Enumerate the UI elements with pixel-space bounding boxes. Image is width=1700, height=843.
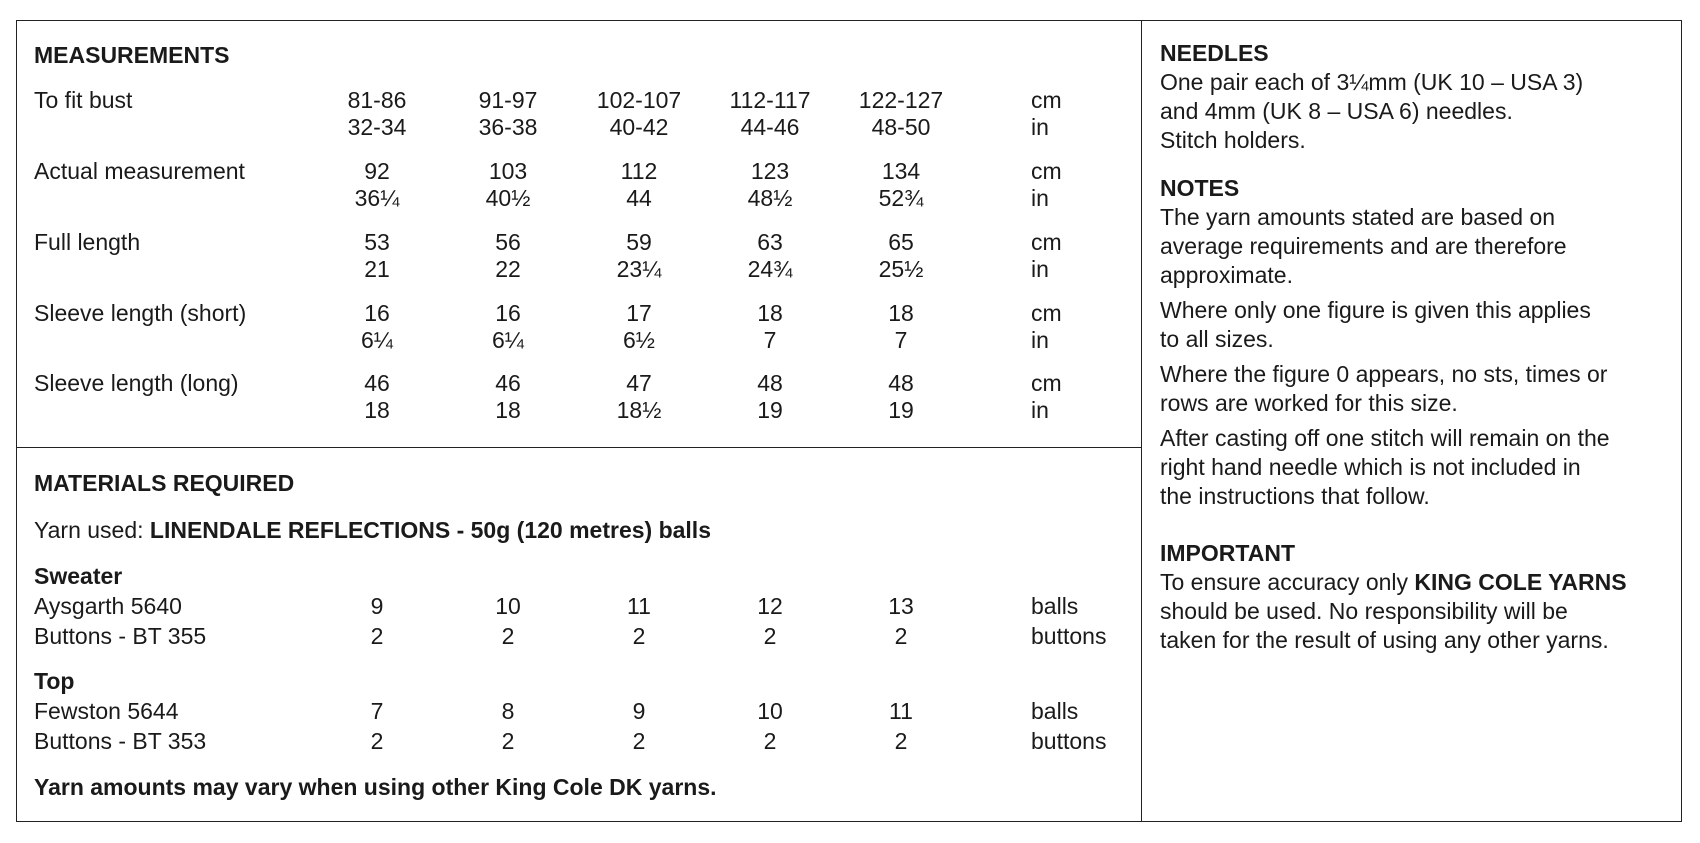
measurement-in-value: 40½ xyxy=(485,185,531,211)
material-quantity: 2 xyxy=(501,623,515,649)
notes-line: The yarn amounts stated are based on xyxy=(1160,204,1556,230)
important-line xyxy=(1160,568,1680,597)
material-unit: buttons xyxy=(1031,728,1107,754)
notes-line: rows are worked for this size. xyxy=(1160,390,1458,416)
measurement-cm-value: 46 xyxy=(364,370,390,396)
measurement-cm-value: 47 xyxy=(626,370,652,396)
material-quantity: 2 xyxy=(501,728,515,754)
measurement-in-value: 48-50 xyxy=(871,114,931,140)
material-quantity: 8 xyxy=(501,698,515,724)
column-divider xyxy=(1141,20,1142,822)
measurement-in-value: 24¾ xyxy=(747,256,793,282)
yarn-name: LINENDALE REFLECTIONS - 50g (120 metres) balls xyxy=(149,517,711,543)
measurement-in-value: 44-46 xyxy=(740,114,800,140)
measurement-cm-value: 92 xyxy=(364,158,390,184)
important-prefix: To ensure accuracy only xyxy=(1160,569,1415,595)
material-unit: balls xyxy=(1031,698,1079,724)
notes-line: to all sizes. xyxy=(1160,326,1274,352)
unit-cm: cm xyxy=(1031,87,1062,113)
measurement-cm-value: 65 xyxy=(888,229,914,255)
measurement-label: Full length xyxy=(34,229,141,255)
measurement-in-value: 7 xyxy=(894,327,908,353)
brand-name: KING COLE YARNS xyxy=(1414,569,1627,595)
notes-line: right hand needle which is not included in xyxy=(1160,454,1581,480)
notes-paragraph xyxy=(1160,203,1680,290)
measurements-heading: MEASUREMENTS xyxy=(34,42,230,68)
measurement-label: Actual measurement xyxy=(34,158,245,184)
measurement-in-value: 40-42 xyxy=(609,114,669,140)
measurement-cm-value: 91-97 xyxy=(478,87,538,113)
measurement-in-value: 44 xyxy=(626,185,652,211)
important-line: taken for the result of using any other yarns. xyxy=(1160,627,1609,653)
material-item-label: Fewston 5644 xyxy=(34,698,179,724)
unit-in: in xyxy=(1031,114,1049,140)
measurement-cm-value: 18 xyxy=(757,300,783,326)
measurement-label: Sleeve length (long) xyxy=(34,370,239,396)
material-quantity: 2 xyxy=(632,728,646,754)
notes-paragraph xyxy=(1160,424,1680,511)
measurement-in-value: 48½ xyxy=(747,185,793,211)
measurement-in-value: 6¼ xyxy=(361,327,393,353)
notes-line: the instructions that follow. xyxy=(1160,483,1430,509)
measurement-label: To fit bust xyxy=(34,87,133,113)
materials-heading: MATERIALS REQUIRED xyxy=(34,470,295,496)
yarn-used xyxy=(34,517,711,544)
measurement-cm-value: 59 xyxy=(626,229,652,255)
material-quantity: 2 xyxy=(632,623,646,649)
material-quantity: 2 xyxy=(894,623,908,649)
measurement-cm-value: 112-117 xyxy=(729,87,811,113)
notes-line: Where only one figure is given this applies xyxy=(1160,297,1591,323)
material-quantity: 10 xyxy=(495,593,521,619)
measurement-cm-value: 17 xyxy=(626,300,652,326)
measurement-cm-value: 16 xyxy=(495,300,521,326)
material-quantity: 12 xyxy=(757,593,783,619)
measurement-cm-value: 102-107 xyxy=(596,87,682,113)
yarn-used-prefix: Yarn used: xyxy=(34,517,150,543)
measurement-in-value: 23¼ xyxy=(616,256,662,282)
needles-line: One pair each of 3¼mm (UK 10 – USA 3) xyxy=(1160,69,1584,95)
needles-line: Stitch holders. xyxy=(1160,127,1306,153)
measurement-in-value: 19 xyxy=(888,397,914,423)
measurement-in-value: 52¾ xyxy=(878,185,924,211)
unit-in: in xyxy=(1031,256,1049,282)
needles-line: and 4mm (UK 8 – USA 6) needles. xyxy=(1160,98,1513,124)
notes-line: average requirements and are therefore xyxy=(1160,233,1567,259)
material-quantity: 9 xyxy=(632,698,646,724)
measurement-in-value: 25½ xyxy=(878,256,924,282)
measurement-cm-value: 56 xyxy=(495,229,521,255)
yarn-footnote: Yarn amounts may vary when using other King Cole DK yarns. xyxy=(34,774,717,800)
material-unit: balls xyxy=(1031,593,1079,619)
material-quantity: 11 xyxy=(889,698,913,724)
measurement-cm-value: 46 xyxy=(495,370,521,396)
measurement-cm-value: 122-127 xyxy=(858,87,944,113)
measurement-in-value: 18 xyxy=(495,397,521,423)
material-item-label: Buttons - BT 353 xyxy=(34,728,207,754)
material-item-label: Buttons - BT 355 xyxy=(34,623,207,649)
measurement-cm-value: 81-86 xyxy=(347,87,407,113)
measurement-cm-value: 53 xyxy=(364,229,390,255)
measurement-in-value: 6½ xyxy=(623,327,655,353)
material-quantity: 2 xyxy=(370,623,384,649)
measurement-cm-value: 112 xyxy=(620,158,658,184)
notes-paragraph xyxy=(1160,360,1680,418)
unit-in: in xyxy=(1031,327,1049,353)
material-quantity: 9 xyxy=(370,593,384,619)
measurement-cm-value: 18 xyxy=(888,300,914,326)
unit-in: in xyxy=(1031,397,1049,423)
measurement-cm-value: 48 xyxy=(757,370,783,396)
unit-in: in xyxy=(1031,185,1049,211)
material-unit: buttons xyxy=(1031,623,1107,649)
notes-paragraph xyxy=(1160,296,1680,354)
important-heading: IMPORTANT xyxy=(1160,540,1296,566)
notes-line: After casting off one stitch will remain on the xyxy=(1160,425,1610,451)
measurement-in-value: 21 xyxy=(364,256,390,282)
measurement-label: Sleeve length (short) xyxy=(34,300,247,326)
material-quantity: 10 xyxy=(757,698,783,724)
measurement-in-value: 32-34 xyxy=(347,114,407,140)
important-line: should be used. No responsibility will be xyxy=(1160,598,1568,624)
material-quantity: 2 xyxy=(763,728,777,754)
unit-cm: cm xyxy=(1031,370,1062,396)
material-group-title: Sweater xyxy=(34,563,123,589)
measurement-cm-value: 123 xyxy=(750,158,790,184)
measurement-cm-value: 103 xyxy=(488,158,528,184)
material-quantity: 2 xyxy=(370,728,384,754)
unit-cm: cm xyxy=(1031,158,1062,184)
unit-cm: cm xyxy=(1031,229,1062,255)
needles-heading: NEEDLES xyxy=(1160,40,1269,66)
material-group-title: Top xyxy=(34,668,75,694)
measurement-in-value: 36¼ xyxy=(354,185,400,211)
unit-cm: cm xyxy=(1031,300,1062,326)
section-divider xyxy=(16,447,1142,448)
notes-paragraphs xyxy=(1160,203,1680,511)
needles-section xyxy=(1160,39,1680,155)
important-section xyxy=(1160,539,1680,655)
measurement-in-value: 22 xyxy=(495,256,521,282)
material-item-label: Aysgarth 5640 xyxy=(34,593,182,619)
measurement-cm-value: 48 xyxy=(888,370,914,396)
measurement-in-value: 6¼ xyxy=(492,327,524,353)
material-quantity: 13 xyxy=(888,593,914,619)
material-quantity: 2 xyxy=(763,623,777,649)
measurement-cm-value: 16 xyxy=(364,300,390,326)
material-quantity: 2 xyxy=(894,728,908,754)
notes-line: Where the figure 0 appears, no sts, times or xyxy=(1160,361,1608,387)
measurement-in-value: 36-38 xyxy=(478,114,538,140)
measurement-in-value: 7 xyxy=(763,327,777,353)
material-quantity: 11 xyxy=(627,593,651,619)
measurement-in-value: 18½ xyxy=(616,397,662,423)
measurement-in-value: 19 xyxy=(757,397,783,423)
material-quantity: 7 xyxy=(370,698,384,724)
notes-line: approximate. xyxy=(1160,262,1293,288)
measurement-cm-value: 63 xyxy=(757,229,783,255)
notes-heading: NOTES xyxy=(1160,175,1240,201)
measurement-cm-value: 134 xyxy=(881,158,921,184)
measurement-in-value: 18 xyxy=(364,397,390,423)
notes-section xyxy=(1160,174,1680,517)
